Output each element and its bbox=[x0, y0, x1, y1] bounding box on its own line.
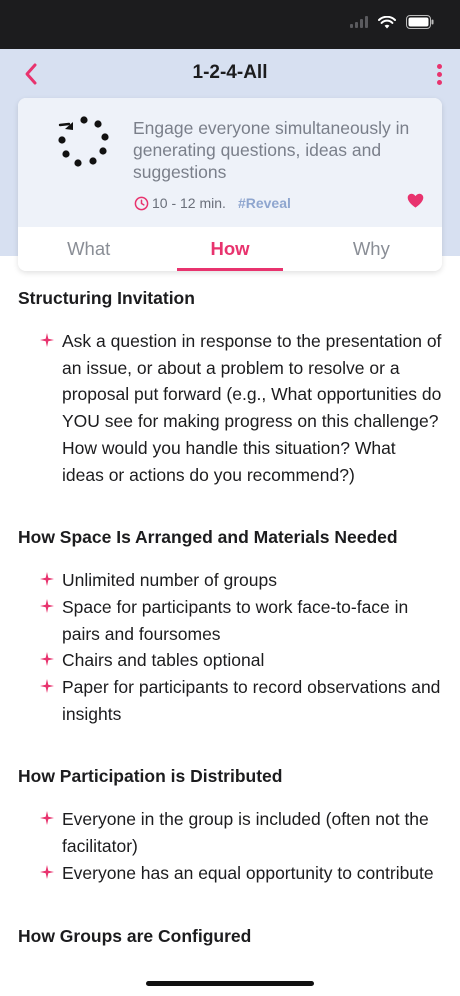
navigation-bar bbox=[0, 49, 460, 97]
method-card bbox=[18, 98, 442, 271]
list-item bbox=[40, 806, 442, 859]
bullet-list bbox=[18, 328, 442, 488]
cellular-signal-icon bbox=[350, 16, 368, 28]
duration-label: 10 - 12 min. bbox=[152, 195, 226, 211]
status-icons bbox=[350, 15, 434, 29]
list-item-text: Chairs and tables optional bbox=[62, 650, 265, 671]
heart-icon bbox=[407, 193, 424, 208]
home-indicator[interactable] bbox=[146, 981, 314, 986]
section-title: How Groups are Configured bbox=[18, 925, 252, 946]
sparkle-icon bbox=[40, 572, 54, 586]
more-options-button[interactable] bbox=[432, 61, 446, 87]
method-description: Engage everyone simultaneously in generating questions, ideas and suggestions bbox=[133, 118, 410, 182]
tab-why[interactable]: Why bbox=[352, 238, 390, 259]
list-item bbox=[40, 567, 442, 594]
list-item bbox=[40, 328, 442, 488]
bullet-list bbox=[18, 806, 442, 886]
tab-bar bbox=[18, 227, 442, 271]
list-item-text: Everyone has an equal opportunity to contribute bbox=[62, 862, 434, 883]
section-title: How Space Is Arranged and Materials Needed bbox=[18, 527, 398, 548]
category-tag[interactable]: #Reveal bbox=[237, 195, 291, 211]
sparkle-icon bbox=[40, 599, 54, 613]
sparkle-icon bbox=[40, 865, 54, 879]
sparkle-icon bbox=[40, 679, 54, 693]
clock-icon bbox=[134, 196, 149, 211]
list-item bbox=[40, 594, 442, 647]
section-participation bbox=[0, 764, 460, 886]
list-item-text: Ask a question in response to the presentation of an issue, or about a problem to resolve or a proposal put forward (e.g., What opportunities do YOU see for making progress on this challenge? How would you handle this situation? What ideas or actions do you recommend?) bbox=[62, 331, 442, 485]
section-title: How Participation is Distributed bbox=[18, 766, 283, 787]
method-meta bbox=[134, 195, 291, 211]
list-item-text: Unlimited number of groups bbox=[62, 570, 277, 591]
sparkle-icon bbox=[40, 652, 54, 666]
list-item bbox=[40, 860, 442, 887]
sparkle-icon bbox=[40, 811, 54, 825]
how-content bbox=[0, 286, 460, 948]
status-bar bbox=[0, 0, 460, 49]
section-groups-configured bbox=[0, 924, 460, 948]
method-logo-icon bbox=[54, 112, 114, 172]
list-item bbox=[40, 674, 442, 727]
section-structuring-invitation bbox=[0, 286, 460, 488]
method-summary bbox=[18, 98, 442, 227]
page-title: 1-2-4-All bbox=[192, 62, 268, 83]
list-item-text: Space for participants to work face-to-face in pairs and foursomes bbox=[62, 596, 409, 644]
list-item-text: Paper for participants to record observations and insights bbox=[62, 677, 441, 724]
sparkle-icon bbox=[40, 333, 54, 347]
section-space-and-materials bbox=[0, 525, 460, 727]
wifi-icon bbox=[378, 16, 396, 29]
battery-icon bbox=[406, 15, 434, 29]
tab-what[interactable]: What bbox=[67, 238, 111, 259]
bullet-list bbox=[18, 567, 442, 727]
more-vertical-icon bbox=[437, 64, 442, 69]
list-item-text: Everyone in the group is included (often not the facilitator) bbox=[62, 809, 429, 857]
section-title: Structuring Invitation bbox=[18, 288, 195, 308]
list-item bbox=[40, 647, 442, 674]
tab-how[interactable]: How bbox=[159, 227, 300, 271]
favorite-button[interactable] bbox=[407, 193, 424, 213]
